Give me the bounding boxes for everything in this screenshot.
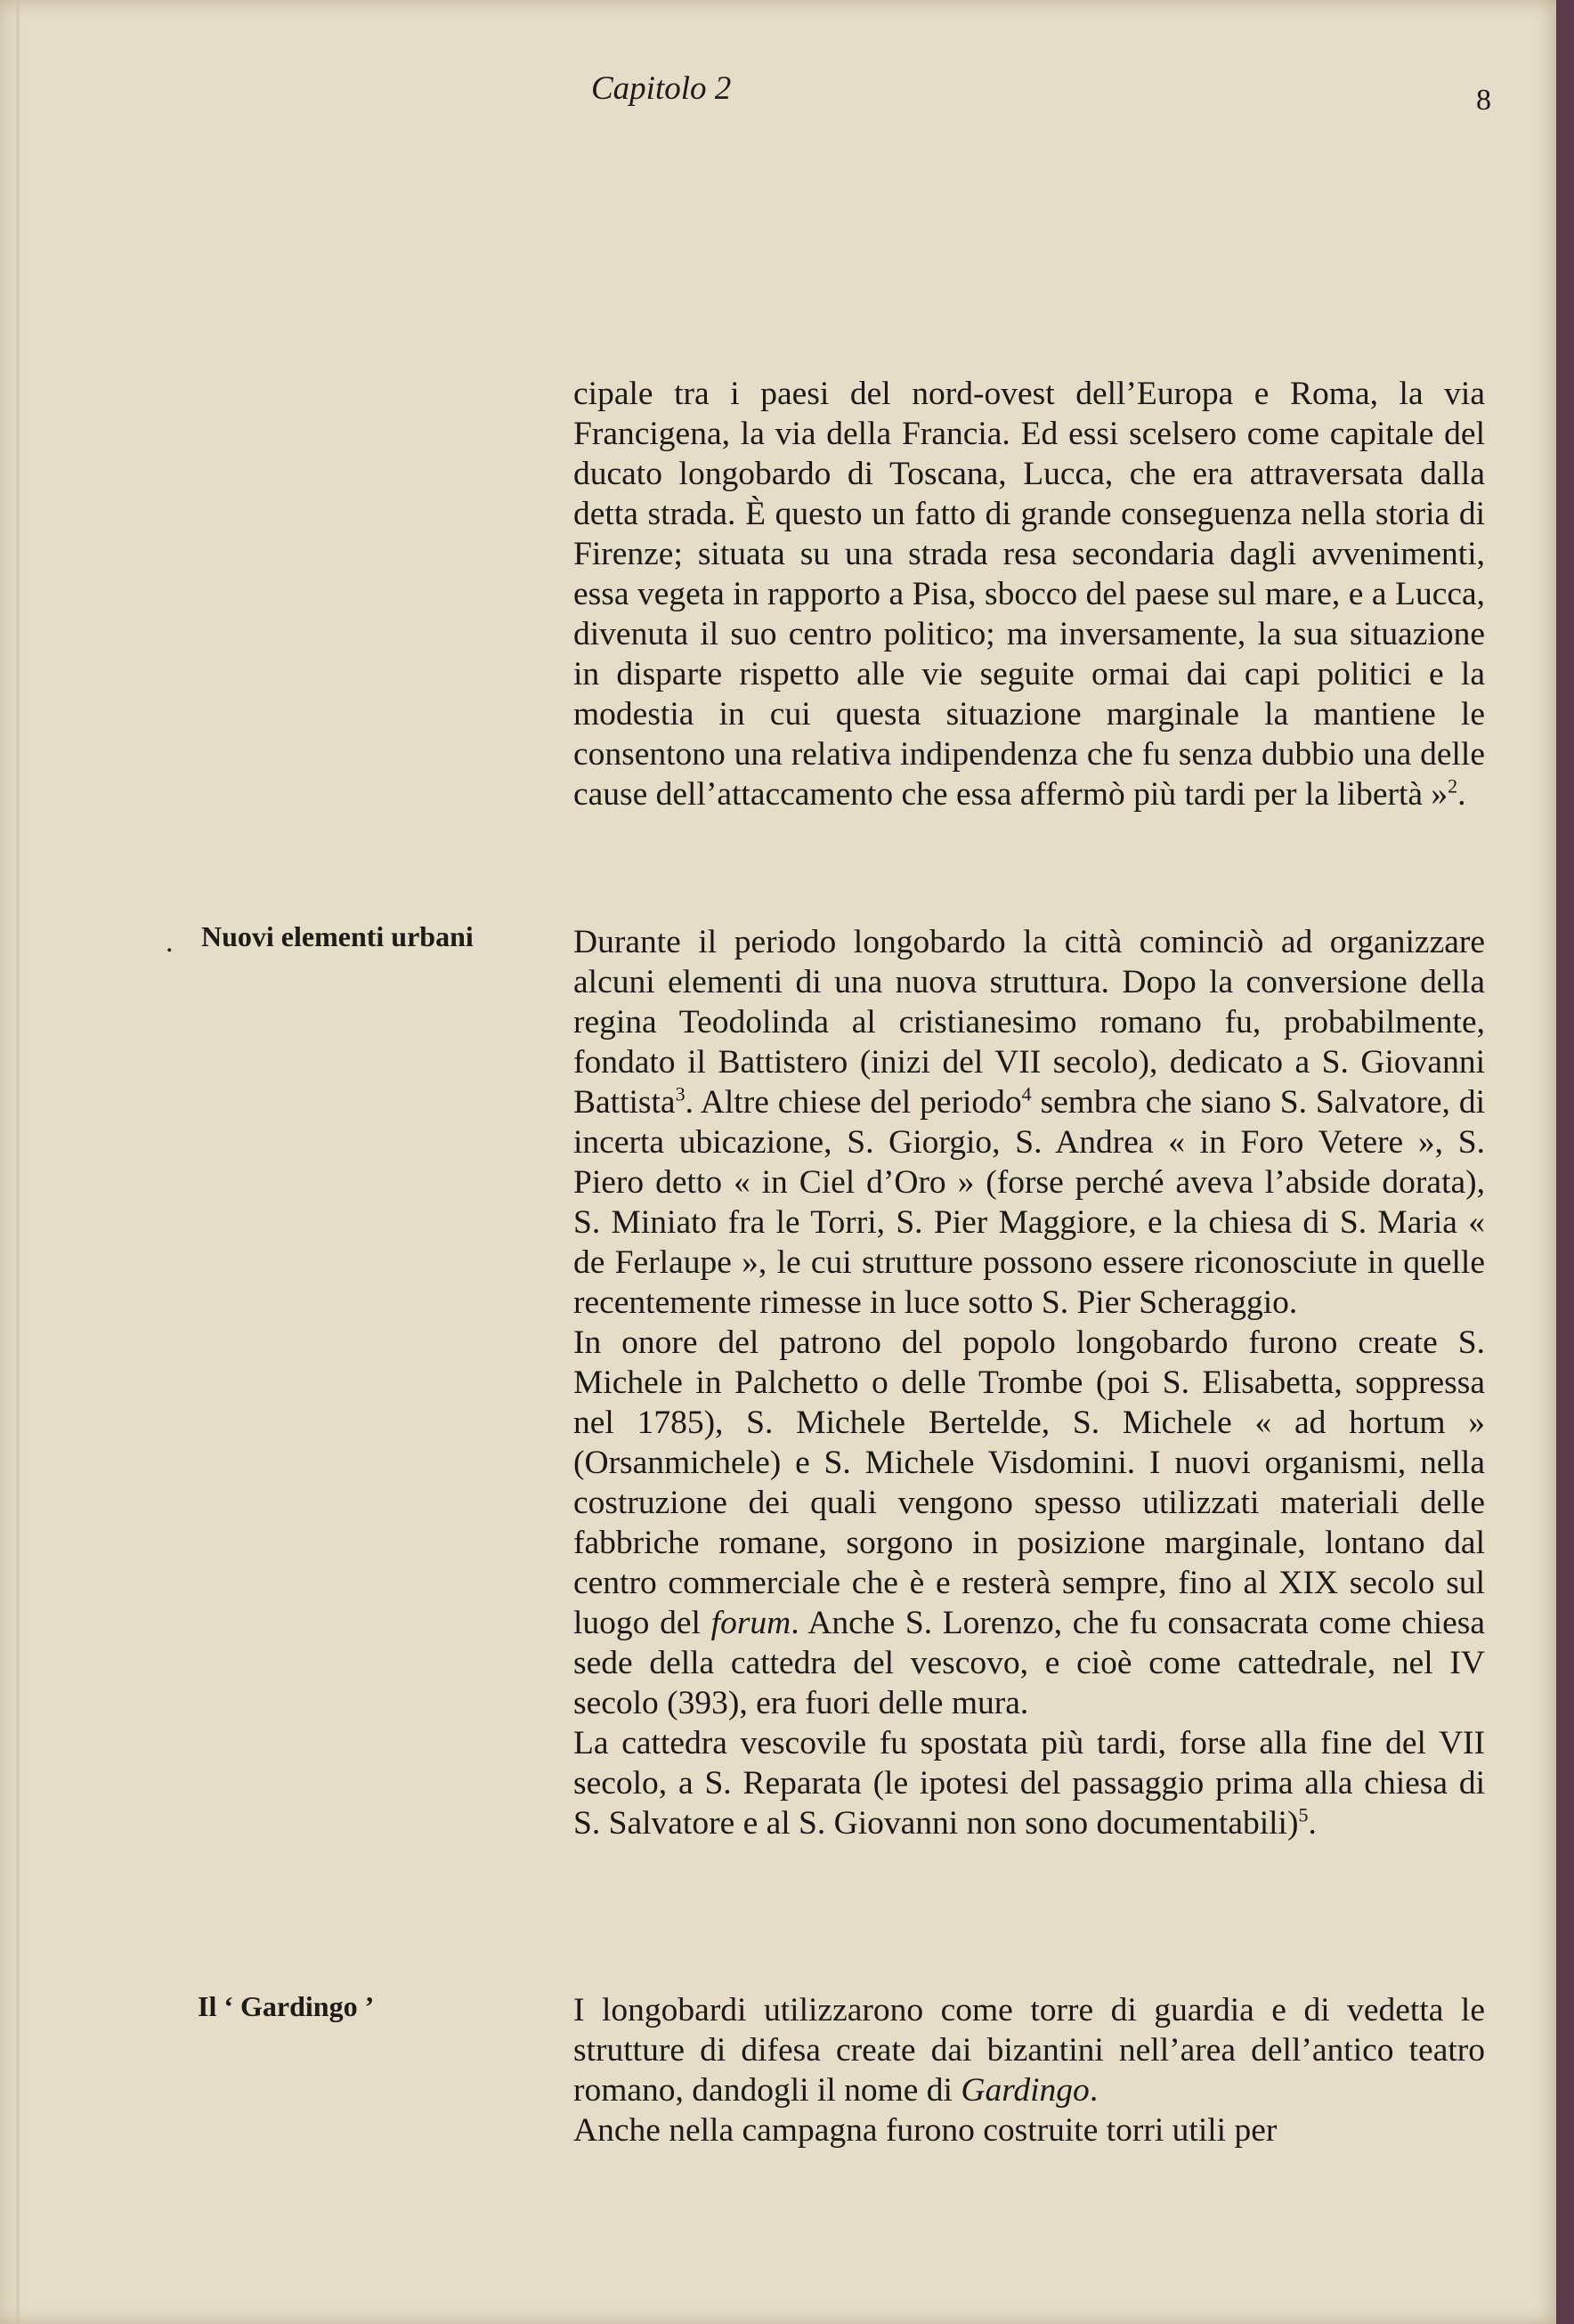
footnote-ref-3: 3 bbox=[675, 1082, 686, 1105]
page-edge bbox=[16, 0, 20, 2324]
paragraph-2-b: . Altre chiese del periodo bbox=[685, 1084, 1022, 1121]
footnote-ref-5: 5 bbox=[1298, 1803, 1309, 1826]
footnote-ref-2: 2 bbox=[1448, 774, 1458, 798]
footnote-ref-4: 4 bbox=[1021, 1082, 1032, 1105]
paragraph-1-end: . bbox=[1457, 776, 1466, 813]
paragraph-1-text: cipale tra i paesi del nord-ovest dell’Europa e Roma, la via Francigena, la via della Francia. Ed essi scelsero come capitale del ducato longobardo di Toscana, Lucca, che era attraversata dalla detta strada. È questo un fatto di grande conseguenza nella storia di Firenze; situata su una strada resa secondaria dagli avvenimenti, essa vegeta in rapporto a Pisa, sbocco del paese sul mare, e a Lucca, divenuta il suo centro politico; ma inversamente, la sua situazione in disparte rispetto alle vie seguite ormai dai capi politici e la modestia in cui questa situazione marginale la mantiene le consentono una relativa indipendenza che fu senza dubbio una delle cause dell’attaccamento che essa affermò più tardi per la libertà » bbox=[573, 376, 1485, 813]
margin-dot: . bbox=[166, 926, 174, 959]
paragraph-2-a: Durante il periodo longobardo la città cominciò ad organizzare alcuni elementi di una nuova struttura. Dopo la conversione della regina Teodolinda al cristianesimo romano fu, probabilmente, fondato il Battistero (inizi del VII secolo), dedicato a S. Giovanni Battista bbox=[573, 924, 1485, 1121]
paragraph-6-text: Anche nella campagna furono costruite torri utili per bbox=[573, 2112, 1278, 2149]
paragraph-2-c: sembra che siano S. Salvatore, di incerta ubicazione, S. Giorgio, S. Andrea « in Foro Vetere », S. Piero detto « in Ciel d’Oro » (forse perché aveva l’abside dorata), S. Miniato fra le Torri, S. Pier Maggiore, e la chiesa di S. Maria « de Ferlaupe », le cui strutture possono essere riconosciute in quelle recentemente rimesse in luce sotto S. Pier Scheraggio. bbox=[573, 1084, 1486, 1321]
paragraph-2 bbox=[573, 922, 1485, 1843]
paragraph-5-a: I longobardi utilizzarono come torre di guardia e di vedetta le strutture di difesa create dai bizantini nell’area dell’antico teatro romano, dandogli il nome di bbox=[573, 1992, 1485, 2109]
paragraph-3-b: . Anche S. Lorenzo, che fu consacrata come chiesa sede della cattedra del vescovo, e cioè come cattedrale, nel IV secolo (393), era fuori delle mura. bbox=[573, 1605, 1486, 1721]
paragraph-4-text: La cattedra vescovile fu spostata più tardi, forse alla fine del VII secolo, a S. Reparata (le ipotesi del passaggio prima alla chiesa di S. Salvatore e al S. Giovanni non sono documentabili) bbox=[573, 1725, 1485, 1842]
paragraph-4-end: . bbox=[1308, 1805, 1317, 1842]
margin-note-gardingo: Il ‘ Gardingo ’ bbox=[198, 1990, 375, 2022]
paragraph-3-a: In onore del patrono del popolo longobardo furono create S. Michele in Palchetto o delle Trombe (poi S. Elisabetta, soppressa nel 1785), S. Michele Bertelde, S. Michele « ad hortum » (Orsanmichele) e S. Michele Visdomini. I nuovi organismi, nella costruzione dei quali vengono spesso utilizzati materiali delle fabbriche romane, sorgono in posizione marginale, lontano dal centro commerciale che è e resterà sempre, fino al XIX secolo sul luogo del bbox=[573, 1324, 1485, 1641]
forum-italic: forum bbox=[710, 1605, 791, 1641]
paragraph-5-end: . bbox=[1089, 2072, 1099, 2109]
chapter-title: Capitolo 2 bbox=[591, 70, 732, 107]
page-number: 8 bbox=[1476, 84, 1491, 117]
paragraph-1 bbox=[573, 374, 1485, 814]
gardingo-italic: Gardingo bbox=[961, 2072, 1090, 2109]
margin-note-nuovi-elementi: Nuovi elementi urbani bbox=[201, 920, 474, 952]
paragraph-5 bbox=[573, 1990, 1485, 2150]
